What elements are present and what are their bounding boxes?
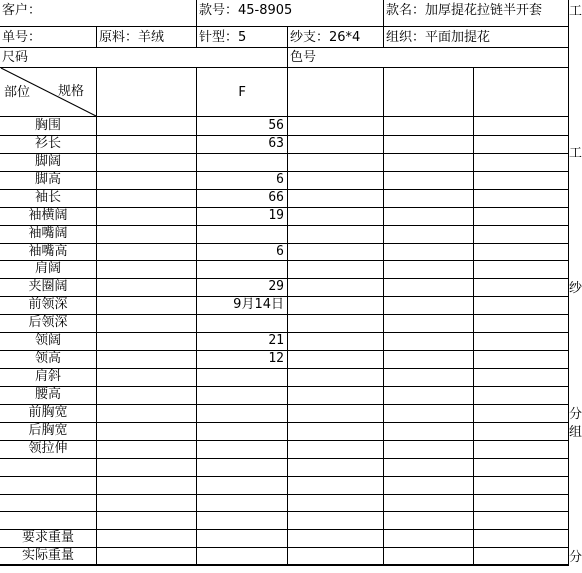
order-no-cell: 单号： (2, 30, 42, 45)
edge-glyph: 组 (569, 425, 582, 440)
row-value (197, 260, 287, 278)
row-label: 夹圈阔 (28, 279, 68, 294)
row-value: 19 (268, 208, 284, 223)
row-label: 领阔 (34, 333, 61, 348)
edge-glyph: 纱 (569, 281, 582, 296)
row-label: 衫长 (34, 136, 61, 151)
row-label (0, 494, 96, 512)
row-label: 实际重量 (21, 548, 74, 563)
grid-hline (0, 26, 569, 27)
row-label: 袖横阔 (28, 208, 68, 223)
row-value: 29 (268, 279, 284, 294)
row-label: 袖嘴高 (28, 244, 68, 259)
row-label (0, 458, 96, 476)
customer-cell: 客户： (2, 3, 42, 18)
size-label-cell: 尺码 (2, 50, 29, 65)
edge-glyph: 工 (569, 146, 582, 161)
row-value: 63 (268, 136, 284, 151)
row-value (197, 511, 287, 529)
row-value (197, 422, 287, 440)
row-label: 要求重量 (21, 530, 74, 545)
row-label: 后胸宽 (28, 423, 68, 438)
row-value (197, 476, 287, 494)
row-value (197, 386, 287, 404)
row-label: 脚高 (34, 172, 61, 187)
grid-vline (383, 67, 384, 565)
row-label: 肩斜 (34, 369, 61, 384)
row-label: 胸围 (34, 118, 61, 133)
row-label: 腰高 (34, 387, 61, 402)
row-value: 66 (268, 190, 284, 205)
row-value (197, 494, 287, 512)
row-value (197, 153, 287, 171)
structure-cell: 组织：平面加提花 (386, 30, 491, 45)
row-label (0, 511, 96, 529)
row-label: 前领深 (28, 297, 68, 312)
style-name-cell: 款名：加厚提花拉链半开套 (386, 3, 543, 18)
row-value (197, 225, 287, 243)
row-value: 9月14日 (233, 297, 284, 312)
part-label: 部位 (4, 85, 31, 100)
row-value (197, 314, 287, 332)
edge-glyph: 工 (569, 4, 582, 19)
grid-vline (473, 67, 474, 565)
edge-glyph: 分 (569, 407, 582, 422)
yarn-cell: 纱支：26*4 (290, 30, 361, 45)
row-label: 后领深 (28, 315, 68, 330)
row-label: 袖嘴阔 (28, 226, 68, 241)
size-column-header: F (238, 85, 246, 100)
row-value: 12 (268, 351, 284, 366)
row-label (0, 476, 96, 494)
style-no-cell: 款号：45-8905 (199, 3, 293, 18)
row-label: 袖长 (34, 190, 61, 205)
row-label: 脚阔 (34, 154, 61, 169)
gauge-cell: 针型：5 (199, 30, 247, 45)
row-label: 前胸宽 (28, 405, 68, 420)
row-label: 领拉伸 (28, 441, 68, 456)
row-value (197, 440, 287, 458)
grid-hline (0, 47, 569, 48)
row-value: 21 (268, 333, 284, 348)
row-value: 6 (276, 172, 284, 187)
row-value: 6 (276, 244, 284, 259)
edge-glyph: 分 (569, 550, 582, 565)
color-label-cell: 色号 (290, 50, 317, 65)
row-value (197, 529, 287, 547)
row-value (197, 547, 287, 565)
row-label: 肩阔 (34, 261, 61, 276)
row-label: 领高 (34, 351, 61, 366)
row-value (197, 404, 287, 422)
material-cell: 原料：羊绒 (99, 30, 165, 45)
grid-hline (0, 565, 569, 566)
row-value: 56 (268, 118, 284, 133)
row-value (197, 368, 287, 386)
row-value (197, 458, 287, 476)
grid-vline (96, 67, 97, 565)
spec-label: 规格 (58, 84, 85, 99)
